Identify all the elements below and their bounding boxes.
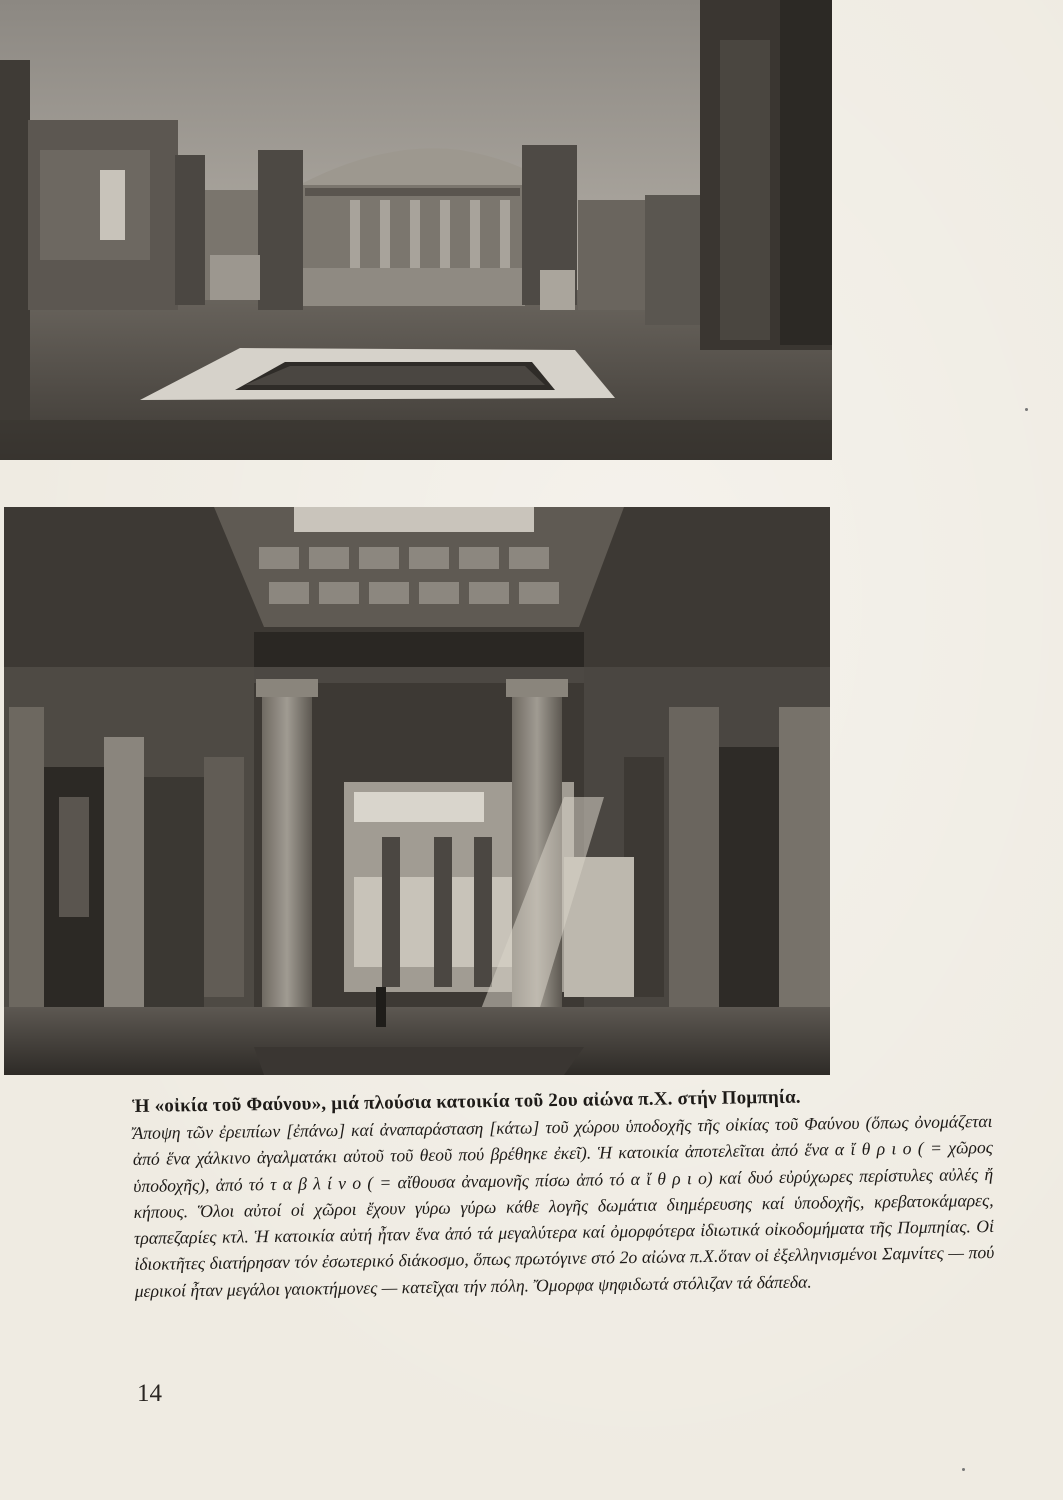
caption-title: Ἡ «οἰκία τοῦ Φαύνου», μιά πλούσια κατοικία τοῦ 2ου αἰώνα π.Χ. στήν Πομπηία. <box>132 1086 801 1117</box>
ruins-photograph <box>0 0 832 460</box>
reconstruction-illustration <box>4 507 830 1075</box>
ruins-photo-graphic <box>0 0 832 460</box>
figure-caption <box>132 1082 995 1304</box>
caption-body: Ἄποψη τῶν ἐρειπίων [ἐπάνω] καί ἀναπαράσταση [κάτω] τοῦ χώρου ὑποδοχῆς τῆς οἰκίας τοῦ Φαύνου (ὅπως ὀνομάζεται ἀπό ἕνα χάλκινο ἀγαλματάκι αὐτοῦ τοῦ θεοῦ πού βρέθηκε ἐκεῖ). Ἡ κατοικία ἀποτελεῖται ἀπό ἕνα α ἴ θ ρ ι ο ( = χῶρος ὑποδοχῆς), ἀπό τό τ α β λ ί ν ο ( = αἴθουσα ἀναμονῆς πίσω ἀπό τό α ἴ θ ρ ι ο) καί δυό εὐρύχωρες περίστυλες αὐλές ἤ κήπους. Ὅλοι αὐτοί οἱ χῶροι ἔχουν γύρω γύρω κάθε λογῆς δωμάτια διημέρευσης καί ὑποδοχῆς, κρεβατοκάμαρες, τραπεζαρίες κτλ. Ἡ κατοικία αὐτή ἦταν ἕνα ἀπό τά μεγαλύτερα καί ὀμορφότερα ἰδιωτικά οἰκοδομήματα τῆς Πομπηίας. Οἱ ἰδιοκτῆτες διατήρησαν τόν ἐσωτερικό διάκοσμο, ὅπως πρωτόγινε στό 2ο αἰώνα π.Χ.ὅταν οἱ ἐξελληνισμένοι Σαμνίτες — πού μερικοί ἦταν μεγάλοι γαιοκτήμονες — κατεῖχαι τήν πόλη. Ὄμορφα ψηφιδωτά στόλιζαν τά δάπεδα. <box>132 1110 995 1301</box>
paper-speck <box>1025 408 1028 411</box>
reconstruction-graphic <box>4 507 830 1075</box>
paper-speck <box>962 1468 965 1471</box>
page-number: 14 <box>137 1380 162 1407</box>
